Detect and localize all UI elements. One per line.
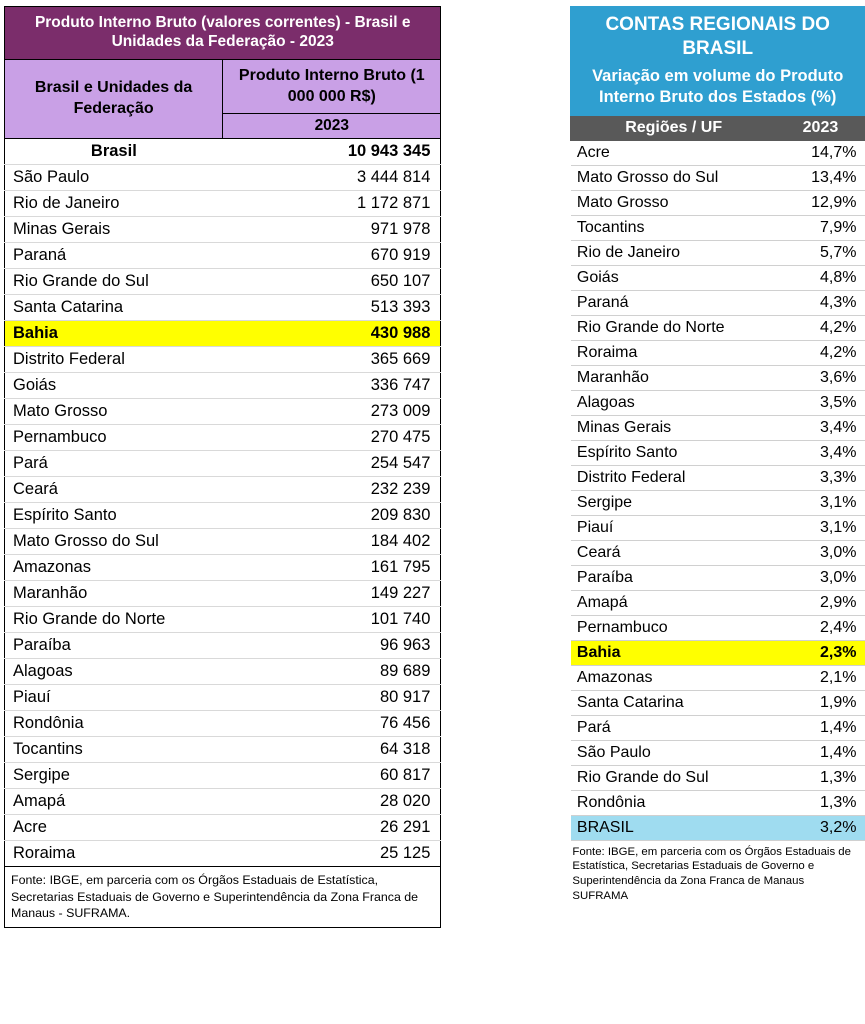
table-row <box>571 640 865 665</box>
table-row <box>571 240 865 265</box>
table-row <box>5 529 441 555</box>
row-value: 2,9% <box>776 590 864 615</box>
row-label: Amapá <box>571 590 777 615</box>
row-label: Espírito Santo <box>5 503 223 529</box>
row-label: BRASIL <box>571 815 777 840</box>
row-value: 1,9% <box>776 690 864 715</box>
row-label: Mato Grosso <box>571 190 777 215</box>
row-value: 28 020 <box>223 789 441 815</box>
row-value: 10 943 345 <box>223 139 441 165</box>
row-label: Distrito Federal <box>571 465 777 490</box>
table-row <box>571 815 865 840</box>
row-value: 3,4% <box>776 440 864 465</box>
row-value: 3 444 814 <box>223 165 441 191</box>
table-row <box>5 295 441 321</box>
row-label: Bahia <box>5 321 223 347</box>
row-value: 2,1% <box>776 665 864 690</box>
table-row <box>5 451 441 477</box>
row-value: 254 547 <box>223 451 441 477</box>
row-label: Pernambuco <box>571 615 777 640</box>
table-row <box>5 139 441 165</box>
row-value: 96 963 <box>223 633 441 659</box>
table-header-row <box>5 59 441 114</box>
row-value: 25 125 <box>223 841 441 867</box>
row-value: 2,3% <box>776 640 864 665</box>
row-value: 232 239 <box>223 477 441 503</box>
row-value: 149 227 <box>223 581 441 607</box>
row-value: 161 795 <box>223 555 441 581</box>
row-label: Tocantins <box>571 215 777 240</box>
row-value: 76 456 <box>223 711 441 737</box>
table-row <box>571 290 865 315</box>
pib-absolute-table-head <box>5 7 441 139</box>
row-value: 3,3% <box>776 465 864 490</box>
pib-variation-table-body <box>571 140 865 840</box>
pib-variation-table-panel <box>570 6 865 907</box>
row-label: São Paulo <box>5 165 223 191</box>
table-row <box>5 399 441 425</box>
row-label: Alagoas <box>571 390 777 415</box>
row-value: 336 747 <box>223 373 441 399</box>
row-label: Amazonas <box>571 665 777 690</box>
table-row <box>571 415 865 440</box>
row-label: Santa Catarina <box>571 690 777 715</box>
left-table-title: Produto Interno Bruto (valores correntes) - Brasil e Unidades da Federação - 2023 <box>5 7 441 60</box>
row-value: 1,4% <box>776 740 864 765</box>
table-row <box>571 465 865 490</box>
row-value: 12,9% <box>776 190 864 215</box>
left-year-header: 2023 <box>223 114 441 139</box>
table-row <box>571 365 865 390</box>
row-value: 3,0% <box>776 540 864 565</box>
row-value: 3,1% <box>776 490 864 515</box>
row-label: Acre <box>5 815 223 841</box>
row-label: Paraná <box>5 243 223 269</box>
row-label: Rondônia <box>571 790 777 815</box>
row-value: 13,4% <box>776 165 864 190</box>
row-label: Minas Gerais <box>5 217 223 243</box>
table-row <box>5 581 441 607</box>
row-value: 7,9% <box>776 215 864 240</box>
row-label: Rio de Janeiro <box>5 191 223 217</box>
table-row <box>5 763 441 789</box>
row-label: Pará <box>571 715 777 740</box>
row-label: Amapá <box>5 789 223 815</box>
table-row <box>571 440 865 465</box>
table-row <box>5 243 441 269</box>
row-value: 101 740 <box>223 607 441 633</box>
row-label: Mato Grosso do Sul <box>571 165 777 190</box>
table-row <box>571 165 865 190</box>
row-value: 89 689 <box>223 659 441 685</box>
table-row <box>5 191 441 217</box>
row-label: Amazonas <box>5 555 223 581</box>
table-row <box>5 789 441 815</box>
table-row <box>5 321 441 347</box>
row-label: Roraima <box>571 340 777 365</box>
table-row <box>5 711 441 737</box>
table-row <box>5 347 441 373</box>
right-title-row-2 <box>571 65 865 116</box>
table-row <box>5 685 441 711</box>
row-value: 1,4% <box>776 715 864 740</box>
table-row <box>571 390 865 415</box>
table-row <box>571 340 865 365</box>
left-source-note: Fonte: IBGE, em parceria com os Órgãos Estaduais de Estatística, Secretarias Estaduais de Governo e Superintendência da Zona Franca de Manaus - SUFRAMA. <box>4 867 441 928</box>
table-row <box>571 740 865 765</box>
pib-absolute-table-body <box>5 139 441 867</box>
table-row <box>5 425 441 451</box>
table-row <box>5 841 441 867</box>
row-value: 3,6% <box>776 365 864 390</box>
row-label: Piauí <box>571 515 777 540</box>
table-title-row <box>5 7 441 60</box>
row-label: Rio Grande do Sul <box>571 765 777 790</box>
left-col2-header: Produto Interno Bruto (1 000 000 R$) <box>223 59 441 114</box>
row-value: 5,7% <box>776 240 864 265</box>
table-row <box>5 633 441 659</box>
row-label: Ceará <box>571 540 777 565</box>
row-value: 1,3% <box>776 790 864 815</box>
row-label: Paraná <box>571 290 777 315</box>
row-value: 670 919 <box>223 243 441 269</box>
table-row <box>571 565 865 590</box>
table-row <box>571 215 865 240</box>
row-label: Goiás <box>571 265 777 290</box>
table-row <box>571 140 865 165</box>
row-label: Paraíba <box>5 633 223 659</box>
row-value: 365 669 <box>223 347 441 373</box>
row-label: Mato Grosso do Sul <box>5 529 223 555</box>
row-value: 80 917 <box>223 685 441 711</box>
right-source-note: Fonte: IBGE, em parceria com os Órgãos Estaduais de Estatística, Secretarias Estaduais de Governo e Superintendência da Zona Franca de Manaus SUFRAMA <box>572 845 851 902</box>
table-row <box>571 690 865 715</box>
table-row <box>5 607 441 633</box>
table-row <box>5 217 441 243</box>
row-label: Alagoas <box>5 659 223 685</box>
row-value: 4,2% <box>776 315 864 340</box>
row-value: 3,2% <box>776 815 864 840</box>
pib-absolute-table <box>4 6 441 867</box>
row-value: 184 402 <box>223 529 441 555</box>
right-col2-header: 2023 <box>776 115 864 140</box>
table-row <box>571 615 865 640</box>
row-value: 2,4% <box>776 615 864 640</box>
table-row <box>5 503 441 529</box>
row-value: 14,7% <box>776 140 864 165</box>
table-row <box>571 765 865 790</box>
right-header-row <box>571 115 865 140</box>
row-value: 3,5% <box>776 390 864 415</box>
table-row <box>5 737 441 763</box>
row-label: Piauí <box>5 685 223 711</box>
row-label: Pernambuco <box>5 425 223 451</box>
row-label: Paraíba <box>571 565 777 590</box>
table-row <box>5 165 441 191</box>
row-value: 64 318 <box>223 737 441 763</box>
row-label: Rondônia <box>5 711 223 737</box>
row-label: Rio Grande do Sul <box>5 269 223 295</box>
row-value: 270 475 <box>223 425 441 451</box>
row-label: Santa Catarina <box>5 295 223 321</box>
row-value: 60 817 <box>223 763 441 789</box>
row-value: 650 107 <box>223 269 441 295</box>
row-label: Brasil <box>5 139 223 165</box>
row-value: 1 172 871 <box>223 191 441 217</box>
row-value: 430 988 <box>223 321 441 347</box>
row-label: Espírito Santo <box>571 440 777 465</box>
table-row <box>571 515 865 540</box>
pib-variation-table <box>570 6 865 841</box>
table-row <box>5 815 441 841</box>
right-table-title: CONTAS REGIONAIS DO BRASIL <box>571 7 865 65</box>
row-label: Maranhão <box>5 581 223 607</box>
table-row <box>571 665 865 690</box>
row-label: Bahia <box>571 640 777 665</box>
right-table-subtitle: Variação em volume do Produto Interno Bruto dos Estados (%) <box>571 65 865 116</box>
table-row <box>571 190 865 215</box>
table-row <box>571 265 865 290</box>
row-value: 273 009 <box>223 399 441 425</box>
row-value: 1,3% <box>776 765 864 790</box>
pib-absolute-table-panel <box>4 6 441 928</box>
table-row <box>5 373 441 399</box>
table-row <box>571 790 865 815</box>
table-row <box>571 490 865 515</box>
row-value: 971 978 <box>223 217 441 243</box>
left-col1-header: Brasil e Unidades da Federação <box>5 59 223 139</box>
row-label: Rio Grande do Norte <box>571 315 777 340</box>
row-label: Ceará <box>5 477 223 503</box>
table-row <box>5 659 441 685</box>
table-row <box>5 555 441 581</box>
row-label: Mato Grosso <box>5 399 223 425</box>
row-label: Sergipe <box>571 490 777 515</box>
row-label: Sergipe <box>5 763 223 789</box>
right-title-row-1 <box>571 7 865 65</box>
row-value: 26 291 <box>223 815 441 841</box>
row-label: Maranhão <box>571 365 777 390</box>
row-value: 4,2% <box>776 340 864 365</box>
pib-variation-table-head <box>571 7 865 141</box>
row-label: Tocantins <box>5 737 223 763</box>
table-row <box>571 590 865 615</box>
row-value: 3,0% <box>776 565 864 590</box>
row-value: 209 830 <box>223 503 441 529</box>
table-row <box>5 269 441 295</box>
table-row <box>5 477 441 503</box>
right-col1-header: Regiões / UF <box>571 115 777 140</box>
row-label: Distrito Federal <box>5 347 223 373</box>
row-label: Minas Gerais <box>571 415 777 440</box>
row-label: Pará <box>5 451 223 477</box>
table-row <box>571 315 865 340</box>
row-label: Roraima <box>5 841 223 867</box>
row-label: Rio Grande do Norte <box>5 607 223 633</box>
row-value: 3,1% <box>776 515 864 540</box>
table-row <box>571 540 865 565</box>
row-value: 4,8% <box>776 265 864 290</box>
row-label: São Paulo <box>571 740 777 765</box>
row-value: 4,3% <box>776 290 864 315</box>
row-label: Acre <box>571 140 777 165</box>
row-value: 3,4% <box>776 415 864 440</box>
row-label: Goiás <box>5 373 223 399</box>
row-value: 513 393 <box>223 295 441 321</box>
row-label: Rio de Janeiro <box>571 240 777 265</box>
table-row <box>571 715 865 740</box>
